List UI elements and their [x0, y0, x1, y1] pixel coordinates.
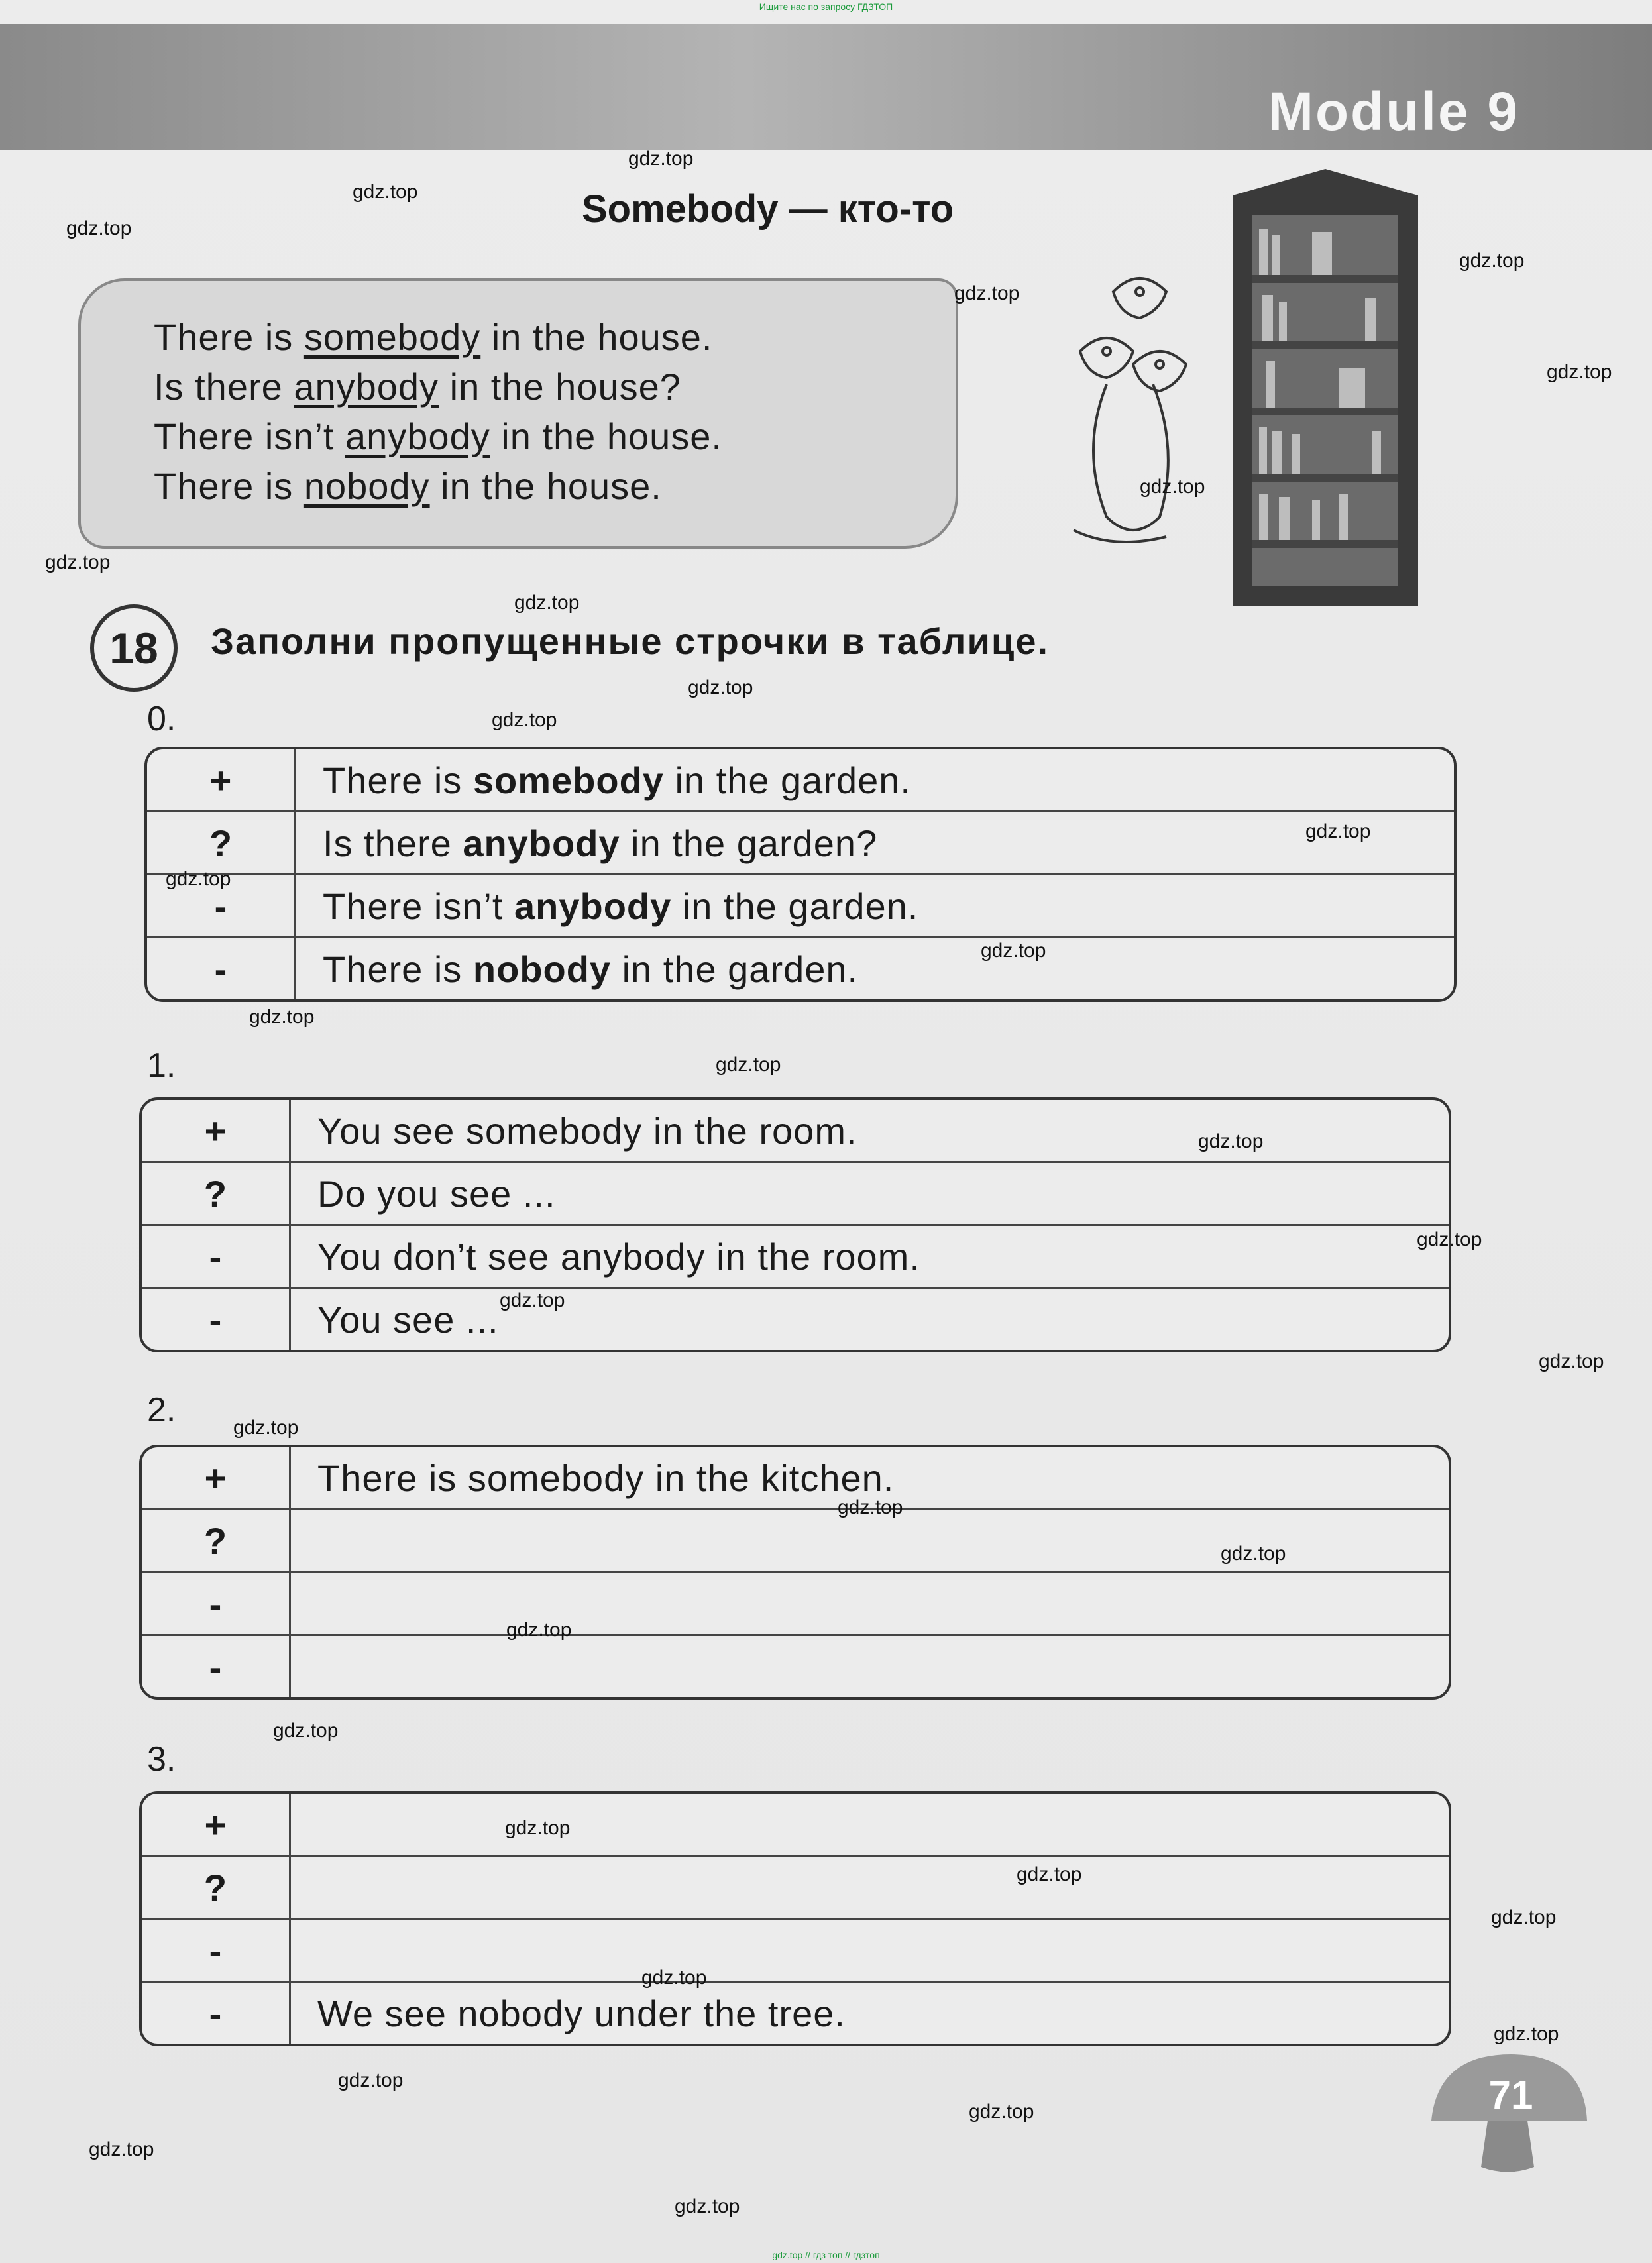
table-label: 2.: [147, 1391, 176, 1429]
watermark: gdz.top: [688, 677, 753, 698]
page-title: Somebody — кто-то: [582, 188, 954, 231]
watermark: gdz.top: [514, 592, 580, 614]
table-row: - There isn’t anybody in the garden.: [147, 875, 1454, 938]
exercise-instruction: Заполни пропущенные строчки в таблице.: [211, 620, 1050, 662]
rule-line: There is nobody in the house.: [154, 465, 662, 507]
table-row: ? Do you see ...: [142, 1163, 1449, 1226]
watermark: gdz.top: [675, 2195, 740, 2217]
table-row: - We see nobody under the tree.: [142, 1983, 1449, 2044]
table-row: ? Is there anybody in the garden?: [147, 812, 1454, 875]
watermark: gdz.top: [1417, 1229, 1482, 1250]
table-label: 3.: [147, 1740, 176, 1779]
watermark: gdz.top: [628, 148, 694, 170]
watermark: gdz.top: [641, 1967, 707, 1989]
watermark: gdz.top: [273, 1720, 339, 1741]
exercise-table: [139, 1791, 1451, 2046]
rule-line: There isn’t anybody in the house.: [154, 415, 722, 457]
table-row: +: [142, 1794, 1449, 1857]
exercise-table: [139, 1445, 1451, 1700]
rule-line: There is somebody in the house.: [154, 316, 713, 358]
bookcase-illustration: [1206, 169, 1445, 606]
page-number-badge: [1425, 2048, 1590, 2174]
table-row: - You see ...: [142, 1289, 1449, 1350]
watermark: gdz.top: [716, 1054, 781, 1076]
rule-line: Is there anybody in the house?: [154, 366, 681, 408]
watermark: gdz.top: [1017, 1863, 1082, 1885]
watermark: gdz.top: [1221, 1543, 1286, 1565]
watermark: gdz.top: [1459, 250, 1525, 272]
table-row: ?: [142, 1857, 1449, 1920]
watermark: gdz.top: [353, 181, 418, 203]
module-title: Module 9: [1268, 82, 1519, 142]
table-label: 0.: [147, 700, 176, 738]
bottom-note: gdz.top // гдз топ // гдзтоп: [772, 2250, 880, 2260]
watermark: gdz.top: [338, 2070, 404, 2091]
watermark: gdz.top: [838, 1496, 903, 1518]
watermark: gdz.top: [45, 551, 111, 573]
table-row: - There is nobody in the garden.: [147, 938, 1454, 999]
table-row: ?: [142, 1510, 1449, 1573]
rule-box: [78, 278, 958, 549]
watermark: gdz.top: [233, 1417, 299, 1439]
watermark: gdz.top: [249, 1006, 315, 1028]
table-row: + You see somebody in the room.: [142, 1100, 1449, 1163]
exercise-number: 18: [90, 604, 178, 692]
table-row: -: [142, 1920, 1449, 1983]
watermark: gdz.top: [506, 1619, 572, 1641]
table-row: + There is somebody in the garden.: [147, 749, 1454, 812]
watermark: gdz.top: [1305, 820, 1371, 842]
page-number: 71: [1488, 2073, 1533, 2117]
watermark: gdz.top: [1539, 1351, 1604, 1372]
watermark: gdz.top: [954, 282, 1020, 304]
watermark: gdz.top: [1491, 1906, 1557, 1928]
watermark: gdz.top: [505, 1817, 571, 1839]
watermark: gdz.top: [492, 709, 557, 731]
watermark: gdz.top: [500, 1290, 565, 1311]
watermark: gdz.top: [1198, 1131, 1264, 1152]
answer-table: [144, 747, 1457, 1002]
top-note: Ищите нас по запросу ГДЗТОП: [759, 1, 893, 12]
dragon-illustration: [1034, 252, 1233, 563]
module-banner: [0, 24, 1652, 150]
watermark: gdz.top: [1140, 476, 1205, 498]
table-row: + There is somebody in the kitchen.: [142, 1447, 1449, 1510]
watermark: gdz.top: [66, 217, 132, 239]
watermark: gdz.top: [166, 868, 231, 890]
table-row: -: [142, 1573, 1449, 1636]
watermark: gdz.top: [1494, 2023, 1559, 2045]
table-label: 1.: [147, 1046, 176, 1085]
watermark: gdz.top: [1547, 361, 1612, 383]
table-row: -: [142, 1636, 1449, 1697]
watermark: gdz.top: [89, 2138, 154, 2160]
watermark: gdz.top: [969, 2101, 1034, 2123]
table-row: - You don’t see anybody in the room.: [142, 1226, 1449, 1289]
watermark: gdz.top: [981, 940, 1046, 962]
